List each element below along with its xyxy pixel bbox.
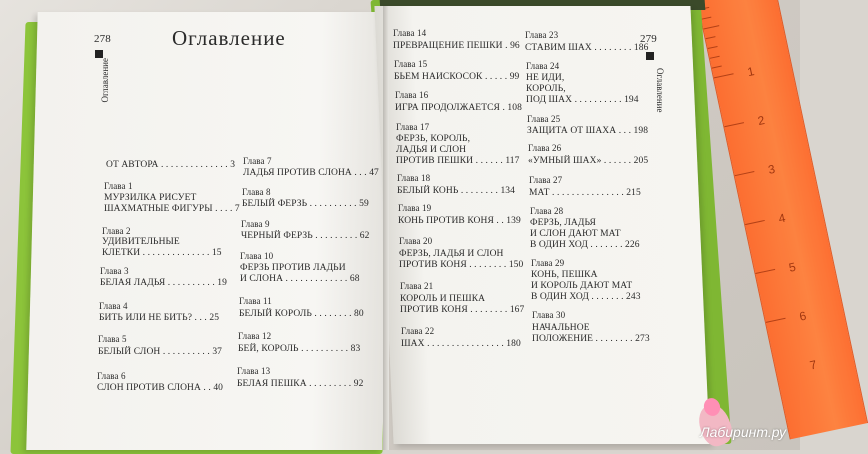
toc-entry-title: ПРЕВРАЩЕНИЕ ПЕШКИ . 96 xyxy=(393,41,520,52)
ruler-tick xyxy=(735,171,755,176)
ruler-tick xyxy=(766,318,786,323)
toc-entry-label: Глава 23 xyxy=(525,30,558,41)
ruler-tick xyxy=(706,36,716,39)
toc-entry-title: БЕЛЫЙ КОРОЛЬ . . . . . . . . 80 xyxy=(239,309,364,320)
toc-entry-label: Глава 19 xyxy=(398,203,431,214)
toc-entry-label: Глава 11 xyxy=(239,296,272,307)
toc-entry-label: Глава 7 xyxy=(243,156,272,167)
toc-entry-label: Глава 10 xyxy=(240,251,273,262)
ruler-tick xyxy=(724,122,744,127)
toc-entry-label: Глава 29 xyxy=(531,258,564,269)
toc-entry-label: Глава 27 xyxy=(529,175,562,186)
ruler-tick xyxy=(755,269,775,274)
book-gutter xyxy=(383,6,389,450)
toc-entry-label: Глава 8 xyxy=(242,187,271,198)
toc-entry-title: КОРОЛЬ И ПЕШКА ПРОТИВ КОНЯ . . . . . . . . 167 xyxy=(400,294,524,316)
toc-entry-title: ЗАЩИТА ОТ ШАХА . . . 198 xyxy=(527,126,648,137)
ruler-number: 7 xyxy=(808,357,817,372)
toc-entry-title: ОТ АВТОРА . . . . . . . . . . . . . . 3 xyxy=(106,160,235,171)
toc-entry-label: Глава 28 xyxy=(530,206,563,217)
toc-entry-label: Глава 18 xyxy=(397,173,430,184)
toc-entry-label: Глава 15 xyxy=(394,59,427,70)
toc-entry-title: СТАВИМ ШАХ . . . . . . . . 186 xyxy=(525,43,648,54)
ruler-number: 5 xyxy=(788,260,797,275)
toc-entry-label: Глава 26 xyxy=(528,143,561,154)
toc-entry-label: Глава 17 xyxy=(396,122,429,133)
toc-entry-label: Глава 9 xyxy=(241,219,270,230)
ruler-number: 2 xyxy=(756,113,765,128)
corner-marker xyxy=(95,50,103,58)
toc-entry-label: Глава 14 xyxy=(393,28,426,39)
toc-entry-label: Глава 21 xyxy=(400,281,433,292)
toc-entry-title: БЕЛЫЙ КОНЬ . . . . . . . . 134 xyxy=(397,186,515,197)
right-page-number: 279 xyxy=(640,34,657,45)
toc-entry-label: Глава 12 xyxy=(238,331,271,342)
ruler-number: 1 xyxy=(746,64,755,79)
toc-entry-label: Глава 25 xyxy=(527,114,560,125)
ruler-tick xyxy=(710,56,720,59)
toc-entry-title: ШАХ . . . . . . . . . . . . . . . . 180 xyxy=(401,339,521,350)
watermark: Лабиринт.ру xyxy=(700,424,786,440)
ruler-tick xyxy=(745,220,765,225)
toc-entry-title: ФЕРЗЬ, КОРОЛЬ, ЛАДЬЯ И СЛОН ПРОТИВ ПЕШКИ . . . . . . 117 xyxy=(396,134,520,167)
toc-entry-label: Глава 16 xyxy=(395,90,428,101)
toc-entry-title: НАЧАЛЬНОЕ ПОЛОЖЕНИЕ . . . . . . . . 273 xyxy=(532,323,650,345)
ruler-number: 3 xyxy=(767,162,776,177)
toc-entry-label: Глава 4 xyxy=(99,301,128,312)
toc-entry-title: БЕЙ, КОРОЛЬ . . . . . . . . . . 83 xyxy=(238,344,360,355)
toc-entry-title: ЛАДЬЯ ПРОТИВ СЛОНА . . . 47 xyxy=(243,168,379,179)
toc-entry-title: МУРЗИЛКА РИСУЕТ ШАХМАТНЫЕ ФИГУРЫ . . . . 7 xyxy=(104,193,240,215)
toc-entry-title: «УМНЫЙ ШАХ» . . . . . . 205 xyxy=(528,156,648,167)
toc-entry-title: НЕ ИДИ, КОРОЛЬ, ПОД ШАХ . . . . . . . . . . 194 xyxy=(526,73,639,106)
toc-entry-title: БЕЛАЯ ПЕШКА . . . . . . . . . 92 xyxy=(237,379,363,390)
side-running-title: Оглавление xyxy=(100,58,110,102)
toc-entry-label: Глава 20 xyxy=(399,236,432,247)
toc-entry-title: КОНЬ ПРОТИВ КОНЯ . . 139 xyxy=(398,216,521,227)
toc-entry-title: БЬЕМ НАИСКОСОК . . . . . 99 xyxy=(394,72,519,83)
left-page-number: 278 xyxy=(94,34,111,45)
toc-entry-title: ФЕРЗЬ, ЛАДЬЯ И СЛОН ДАЮТ МАТ В ОДИН ХОД . . . . . . . 226 xyxy=(530,218,640,251)
toc-entry-title: ФЕРЗЬ ПРОТИВ ЛАДЬИ И СЛОНА . . . . . . . . . . . . . 68 xyxy=(240,263,360,285)
toc-entry-label: Глава 6 xyxy=(97,371,126,382)
toc-entry-title: МАТ . . . . . . . . . . . . . . . 215 xyxy=(529,188,641,199)
toc-entry-title: УДИВИТЕЛЬНЫЕ КЛЕТКИ . . . . . . . . . . . . . . 15 xyxy=(102,237,222,259)
ruler-tick xyxy=(708,46,718,49)
toc-entry-label: Глава 3 xyxy=(100,266,129,277)
toc-entry-label: Глава 1 xyxy=(104,181,133,192)
toc-entry-label: Глава 30 xyxy=(532,310,565,321)
ruler-tick xyxy=(714,73,734,78)
toc-entry-title: БЕЛЫЙ СЛОН . . . . . . . . . . 37 xyxy=(98,347,222,358)
side-running-title: Оглавление xyxy=(655,68,665,112)
toc-entry-label: Глава 13 xyxy=(237,366,270,377)
ruler-tick xyxy=(701,17,711,20)
page-title: Оглавление xyxy=(172,26,286,51)
toc-entry-title: БИТЬ ИЛИ НЕ БИТЬ? . . . 25 xyxy=(99,313,219,324)
toc-entry-title: ЧЕРНЫЙ ФЕРЗЬ . . . . . . . . . 62 xyxy=(241,231,370,242)
toc-entry-label: Глава 5 xyxy=(98,334,127,345)
toc-entry-title: ИГРА ПРОДОЛЖАЕТСЯ . 108 xyxy=(395,103,522,114)
toc-entry-label: Глава 24 xyxy=(526,61,559,72)
toc-entry-title: ФЕРЗЬ, ЛАДЬЯ И СЛОН ПРОТИВ КОНЯ . . . . . . . . 150 xyxy=(399,249,523,271)
toc-entry-title: СЛОН ПРОТИВ СЛОНА . . 40 xyxy=(97,383,223,394)
toc-entry-title: БЕЛЫЙ ФЕРЗЬ . . . . . . . . . . 59 xyxy=(242,199,369,210)
toc-entry-label: Глава 22 xyxy=(401,326,434,337)
ruler-number: 6 xyxy=(798,309,807,324)
toc-entry-title: БЕЛАЯ ЛАДЬЯ . . . . . . . . . . 19 xyxy=(100,278,227,289)
ruler-number: 4 xyxy=(777,211,786,226)
toc-entry-label: Глава 2 xyxy=(102,226,131,237)
ruler-tick xyxy=(703,25,719,29)
ruler-tick xyxy=(712,66,722,69)
toc-entry-title: КОНЬ, ПЕШКА И КОРОЛЬ ДАЮТ МАТ В ОДИН ХОД . . . . . . . 243 xyxy=(531,270,641,303)
